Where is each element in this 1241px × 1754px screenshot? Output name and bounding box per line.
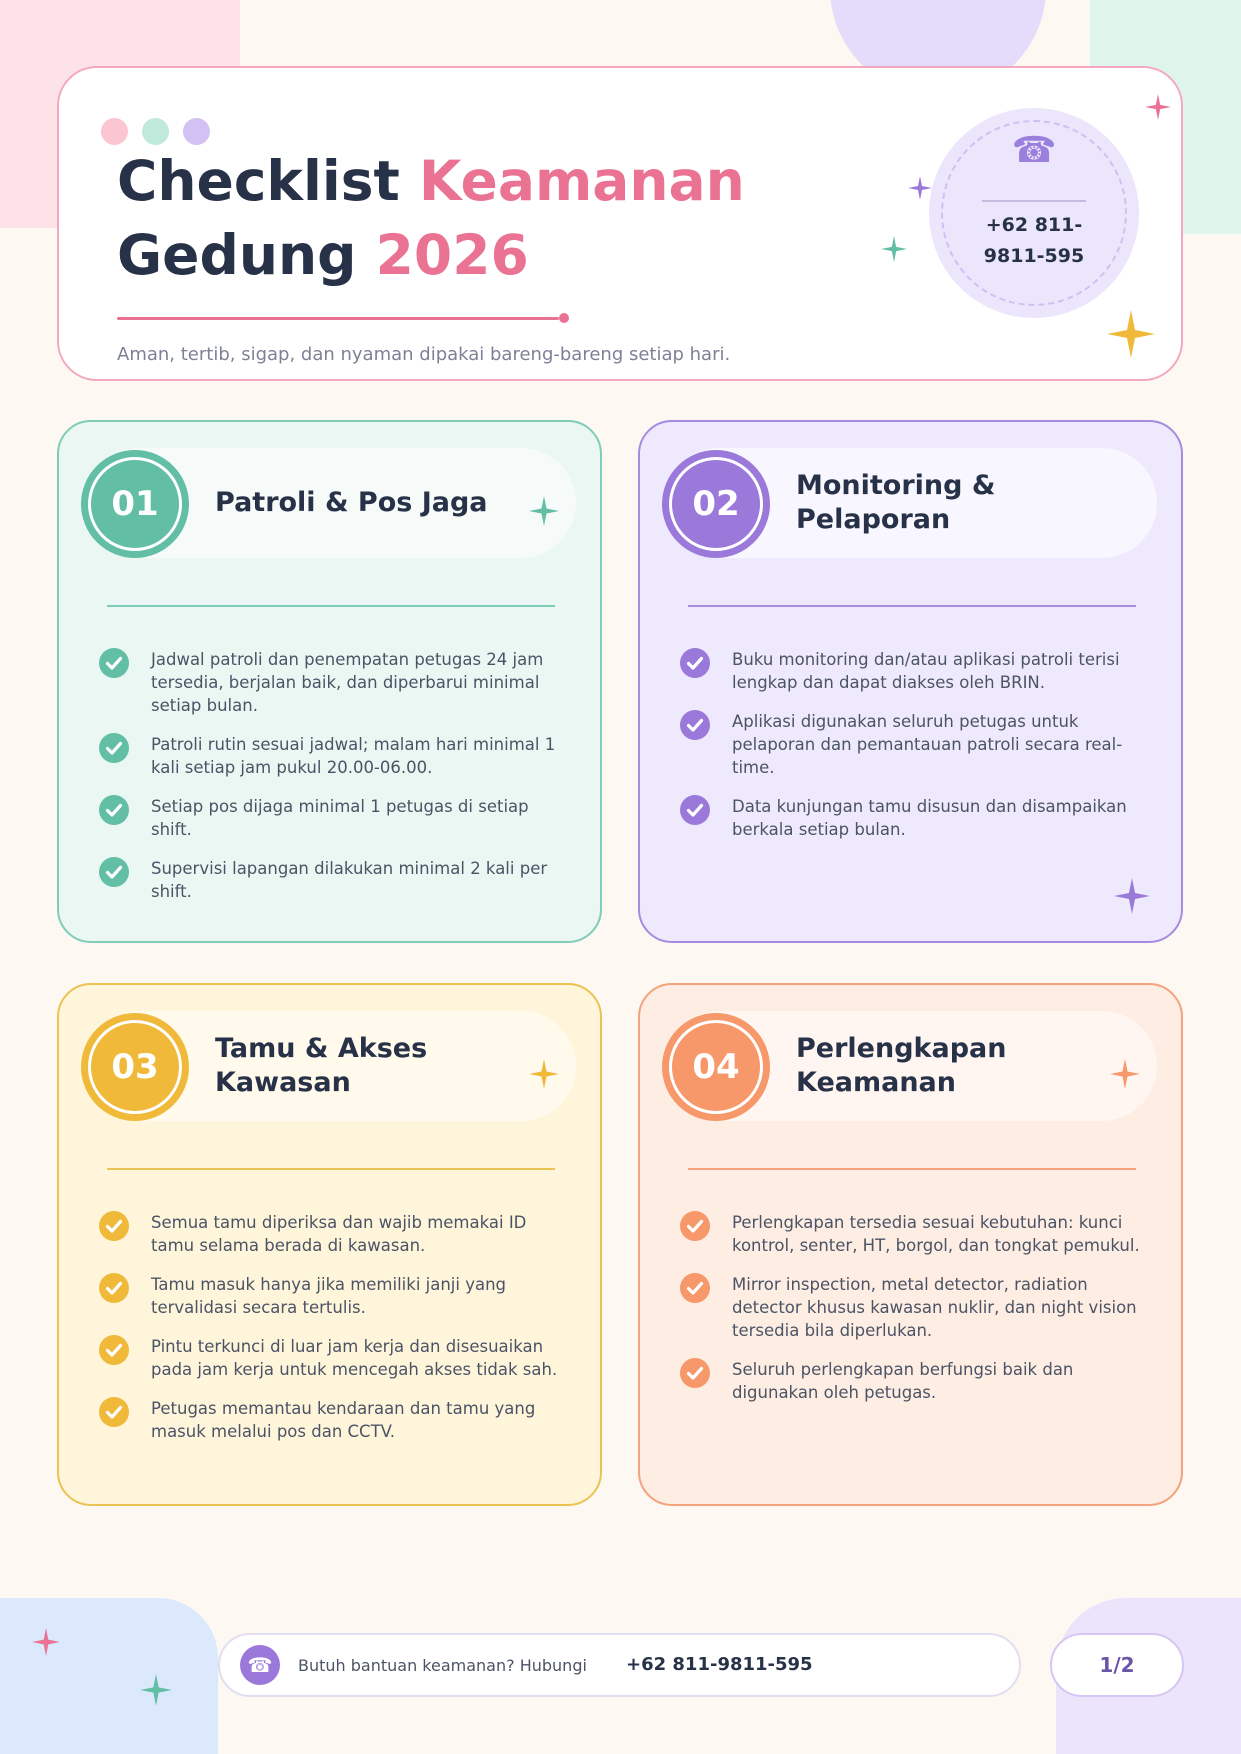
- check-icon: [99, 795, 129, 825]
- sparkle-icon: [908, 176, 932, 200]
- checklist-item: [680, 1211, 1150, 1257]
- checklist: [99, 648, 569, 919]
- checklist-item: [680, 795, 1150, 841]
- checklist-item: [99, 1335, 569, 1381]
- checklist-item: [680, 1273, 1150, 1342]
- checklist-item: [680, 1358, 1150, 1404]
- subtitle: Aman, tertib, sigap, dan nyaman dipakai bareng-bareng setiap hari.: [117, 344, 731, 365]
- check-icon: [99, 1273, 129, 1303]
- section-number: 04: [692, 1047, 740, 1087]
- title-underline: [117, 317, 559, 320]
- phone-divider: [982, 200, 1086, 202]
- checklist-item-text: Supervisi lapangan dilakukan minimal 2 kali per shift.: [151, 859, 548, 901]
- decor-blue-block: [0, 1598, 218, 1754]
- checklist-item-text: Seluruh perlengkapan berfungsi baik dan digunakan oleh petugas.: [732, 1360, 1074, 1402]
- phone-badge[interactable]: [929, 108, 1139, 318]
- checklist-item: [99, 733, 569, 779]
- checklist-item-text: Petugas memantau kendaraan dan tamu yang masuk melalui pos dan CCTV.: [151, 1399, 536, 1441]
- section-title: [215, 486, 555, 520]
- phone-icon: ☎: [240, 1645, 280, 1685]
- checklist-item: [99, 1397, 569, 1443]
- checklist-item-text: Aplikasi digunakan seluruh petugas untuk pelaporan dan pemantauan patroli secara real-time.: [732, 712, 1123, 777]
- section-number-badge: [81, 450, 189, 558]
- check-icon: [680, 710, 710, 740]
- section-title: [796, 1032, 1136, 1100]
- check-icon: [680, 1273, 710, 1303]
- section-number-badge: [662, 1013, 770, 1121]
- checklist-item-text: Buku monitoring dan/atau aplikasi patroli terisi lengkap dan dapat diakses oleh BRIN.: [732, 650, 1120, 692]
- section-title: [796, 469, 1136, 537]
- checklist-item-text: Tamu masuk hanya jika memiliki janji yang tervalidasi secara tertulis.: [151, 1275, 507, 1317]
- sparkle-icon: [1114, 878, 1150, 914]
- section-title-line: Keamanan: [796, 1067, 956, 1098]
- check-icon: [99, 1211, 129, 1241]
- section-divider: [688, 1168, 1136, 1170]
- title-word: Gedung: [117, 223, 357, 287]
- header-card: [57, 66, 1183, 381]
- section-title-line: Perlengkapan: [796, 1033, 1007, 1064]
- sparkle-icon: [529, 496, 559, 526]
- checklist: [99, 1211, 569, 1459]
- checklist-item-text: Perlengkapan tersedia sesuai kebutuhan: kunci kontrol, senter, HT, borgol, dan tongkat pemukul.: [732, 1213, 1140, 1255]
- sparkle-icon: [140, 1674, 172, 1706]
- check-icon: [680, 795, 710, 825]
- sparkle-icon: [1107, 310, 1155, 358]
- section-number-badge: [662, 450, 770, 558]
- checklist-item: [99, 1273, 569, 1319]
- sparkle-icon: [32, 1628, 60, 1656]
- sparkle-icon: [1145, 94, 1171, 120]
- checklist-item: [99, 1211, 569, 1257]
- section-card-perlengkapan: [638, 983, 1183, 1506]
- section-title-line: Pelaporan: [796, 504, 951, 535]
- phone-number-line: 9811-595: [983, 245, 1085, 267]
- checklist-item: [99, 857, 569, 903]
- section-divider: [688, 605, 1136, 607]
- check-icon: [99, 1397, 129, 1427]
- section-card-monitoring: [638, 420, 1183, 943]
- title-accent: Keamanan: [418, 149, 745, 213]
- sparkle-icon: [881, 236, 907, 262]
- check-icon: [99, 857, 129, 887]
- lavender-dot: [183, 118, 210, 145]
- check-icon: [99, 1335, 129, 1365]
- title-year: 2026: [375, 223, 529, 287]
- page-title: [117, 144, 745, 292]
- section-card-tamu: [57, 983, 602, 1506]
- page-indicator: 1/2: [1050, 1633, 1184, 1697]
- checklist-item-text: Jadwal patroli dan penempatan petugas 24 jam tersedia, berjalan baik, dan diperbarui minimal setiap bulan.: [151, 650, 544, 715]
- section-divider: [107, 605, 555, 607]
- section-title-line: Kawasan: [215, 1067, 351, 1098]
- window-dots: [101, 118, 210, 145]
- checklist: [680, 1211, 1150, 1420]
- checklist-item-text: Data kunjungan tamu disusun dan disampaikan berkala setiap bulan.: [732, 797, 1127, 839]
- section-number: 03: [111, 1047, 159, 1087]
- section-divider: [107, 1168, 555, 1170]
- pink-dot: [101, 118, 128, 145]
- sparkle-icon: [1110, 1059, 1140, 1089]
- section-title-line: Tamu & Akses: [215, 1033, 428, 1064]
- checklist-item-text: Setiap pos dijaga minimal 1 petugas di setiap shift.: [151, 797, 529, 839]
- section-number: 01: [111, 484, 159, 524]
- section-title-line: Monitoring &: [796, 470, 996, 501]
- checklist-item-text: Semua tamu diperiksa dan wajib memakai ID tamu selama berada di kawasan.: [151, 1213, 527, 1255]
- section-title-line: Patroli & Pos Jaga: [215, 487, 488, 518]
- phone-icon: ☎: [1011, 130, 1057, 171]
- check-icon: [99, 733, 129, 763]
- checklist-item: [99, 795, 569, 841]
- phone-number-line: +62 811-: [985, 214, 1083, 236]
- help-bar[interactable]: [218, 1633, 1021, 1697]
- checklist-item-text: Mirror inspection, metal detector, radiation detector khusus kawasan nuklir, dan night vision tersedia bila diperlukan.: [732, 1275, 1137, 1340]
- section-card-patroli: [57, 420, 602, 943]
- checklist-item-text: Pintu terkunci di luar jam kerja dan disesuaikan pada jam kerja untuk mencegah akses tidak sah.: [151, 1337, 558, 1379]
- check-icon: [680, 1358, 710, 1388]
- checklist-item: [99, 648, 569, 717]
- help-phone-number[interactable]: +62 811-9811-595: [626, 1654, 813, 1675]
- help-text: Butuh bantuan keamanan? Hubungi: [298, 1656, 587, 1675]
- mint-dot: [142, 118, 169, 145]
- title-word: Checklist: [117, 149, 400, 213]
- section-number-badge: [81, 1013, 189, 1121]
- sparkle-icon: [529, 1059, 559, 1089]
- checklist: [680, 648, 1150, 857]
- checklist-item: [680, 710, 1150, 779]
- check-icon: [680, 648, 710, 678]
- title-underline-dot: [559, 313, 569, 323]
- checklist-item-text: Patroli rutin sesuai jadwal; malam hari minimal 1 kali setiap jam pukul 20.00-06.00.: [151, 735, 556, 777]
- section-title: [215, 1032, 555, 1100]
- checklist-item: [680, 648, 1150, 694]
- check-icon: [680, 1211, 710, 1241]
- section-number: 02: [692, 484, 740, 524]
- phone-number: [959, 210, 1109, 272]
- check-icon: [99, 648, 129, 678]
